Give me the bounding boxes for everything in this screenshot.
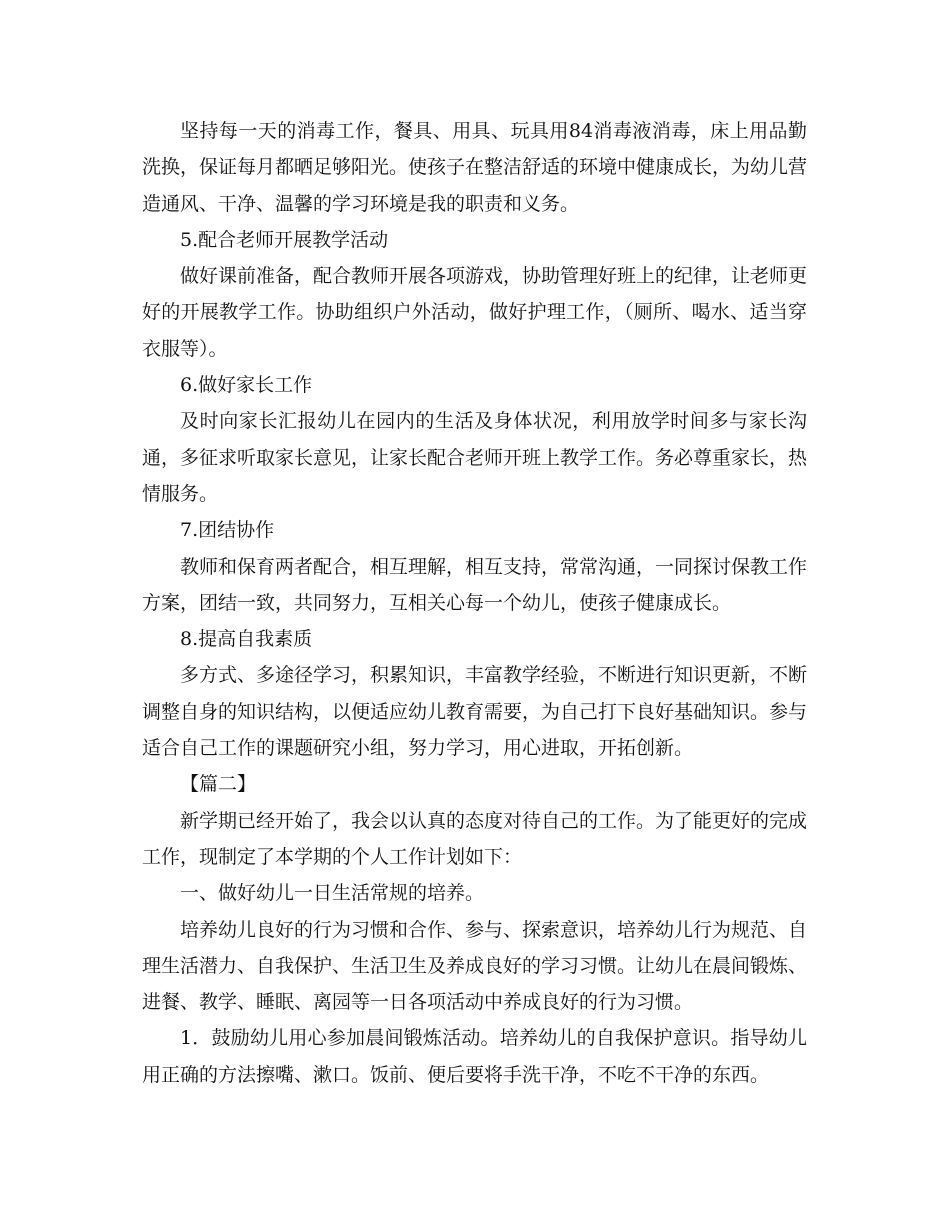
paragraph-disinfection: 坚持每一天的消毒工作，餐具、用具、玩具用84消毒液消毒，床上用品勤洗换，保证每月都晒足够阳光。使孩子在整洁舒适的环境中健康成长，为幼儿营造通风、干净、温馨的学习环境是我的职责和义务。 [142,120,808,215]
heading-assist-teaching: 5.配合老师开展教学活动 [180,228,389,251]
paragraph-teamwork: 教师和保育两者配合，相互理解，相互支持，常常沟通，一同探讨保教工作方案，团结一致，共同努力，互相关心每一个幼儿，使孩子健康成长。 [142,555,808,614]
paragraph-self-improvement: 多方式、多途径学习，积累知识，丰富教学经验，不断进行知识更新，不断调整自身的知识结构，以便适应幼儿教育需要，为自己打下良好基础知识。参与适合自己工作的课题研究小组，努力学习，用心进取，开拓创新。 [142,664,808,760]
section-heading-part-two: 【篇二】 [180,773,257,796]
heading-daily-routine: 一、做好幼儿一日生活常规的培养。 [180,882,485,905]
paragraph-parent-work: 及时向家长汇报幼儿在园内的生活及身体状况，利用放学时间多与家长沟通，多征求听取家长意见，让家长配合老师开班上教学工作。务必尊重家长，热情服务。 [142,410,808,505]
heading-self-improvement: 8.提高自我素质 [180,628,313,651]
heading-teamwork: 7.团结协作 [180,519,275,542]
paragraph-daily-routine: 培养幼儿良好的行为习惯和合作、参与、探索意识，培养幼儿行为规范、自理生活潜力、自我保护、生活卫生及养成良好的学习习惯。让幼儿在晨间锻炼、进餐、教学、睡眠、离园等一日各项活动中养成良好的行为习惯。 [142,918,808,1014]
document-body [142,113,807,1093]
paragraph-new-semester: 新学期已经开始了，我会以认真的态度对待自己的工作。为了能更好的完成工作，现制定了本学期的个人工作计划如下： [142,809,808,868]
heading-parent-work: 6.做好家长工作 [180,374,313,397]
paragraph-assist-teaching: 做好课前准备，配合教师开展各项游戏，协助管理好班上的纪律，让老师更好的开展教学工作。协助组织户外活动，做好护理工作，（厕所、喝水、适当穿衣服等）。 [142,265,808,360]
paragraph-morning-exercise: 1．鼓励幼儿用心参加晨间锻炼活动。培养幼儿的自我保护意识。指导幼儿用正确的方法擦嘴、漱口。饭前、便后要将手洗干净，不吃不干净的东西。 [142,1027,807,1086]
